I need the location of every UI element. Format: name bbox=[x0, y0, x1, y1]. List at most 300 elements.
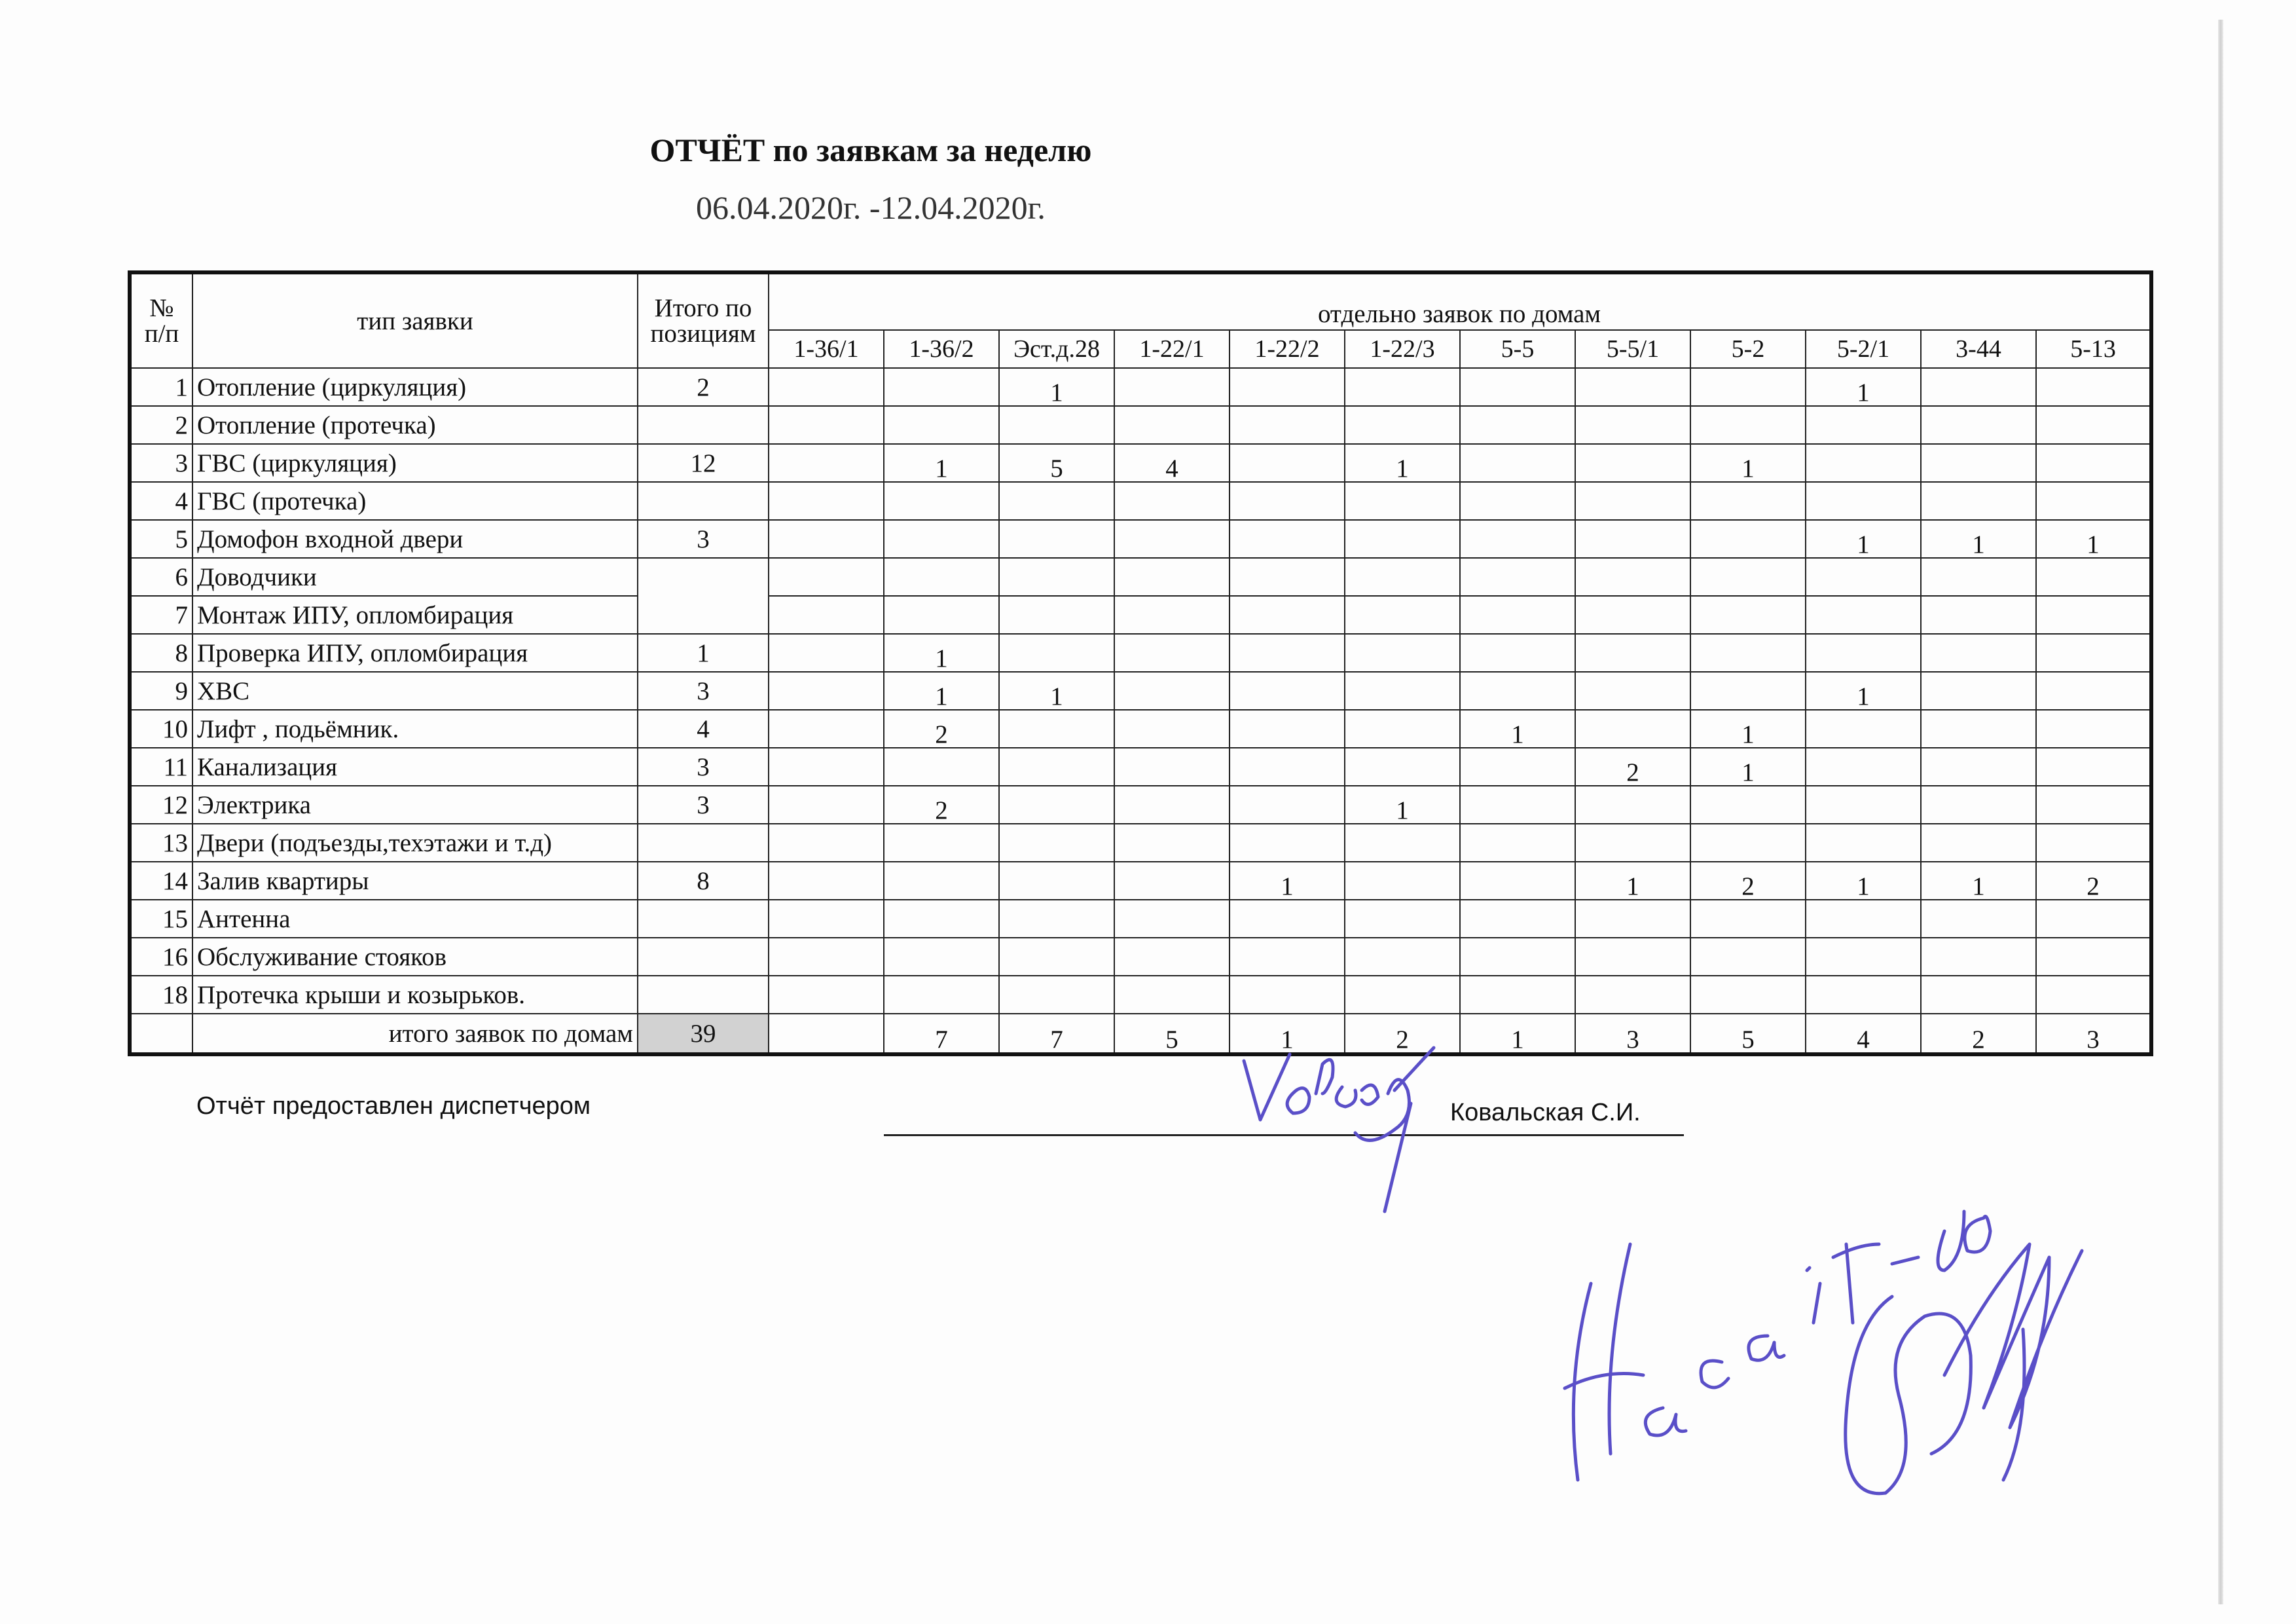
row-total bbox=[638, 406, 769, 444]
house-count-cell bbox=[999, 900, 1114, 938]
house-count-cell bbox=[2036, 368, 2151, 406]
house-count-cell bbox=[884, 368, 999, 406]
house-count-cell bbox=[769, 634, 884, 672]
house-count-cell bbox=[999, 406, 1114, 444]
house-count-cell bbox=[1345, 748, 1460, 786]
table-row bbox=[130, 520, 2151, 558]
house-count-cell bbox=[769, 710, 884, 748]
summary-house-total: 3 bbox=[2036, 1014, 2151, 1054]
house-count-cell bbox=[1921, 444, 2036, 482]
house-count-cell bbox=[1230, 596, 1345, 634]
house-count-cell bbox=[1230, 900, 1345, 938]
house-count-cell bbox=[1575, 444, 1690, 482]
house-count-cell bbox=[999, 748, 1114, 786]
house-count-cell bbox=[1690, 938, 1806, 976]
house-count-cell bbox=[999, 824, 1114, 862]
house-count-cell bbox=[1114, 520, 1230, 558]
table-row bbox=[130, 976, 2151, 1014]
request-type: Отопление (протечка) bbox=[192, 406, 638, 444]
row-total: 3 bbox=[638, 672, 769, 710]
house-count-cell bbox=[1460, 482, 1575, 520]
house-count-cell bbox=[1575, 900, 1690, 938]
row-number: 9 bbox=[130, 672, 192, 710]
house-count-cell bbox=[1345, 558, 1460, 596]
house-count-cell bbox=[1690, 900, 1806, 938]
row-number: 6 bbox=[130, 558, 192, 596]
table-row bbox=[130, 748, 2151, 786]
house-count-cell bbox=[1460, 406, 1575, 444]
house-count-cell bbox=[1806, 596, 1921, 634]
house-count-cell bbox=[2036, 976, 2151, 1014]
house-count-cell bbox=[1806, 634, 1921, 672]
house-count-cell bbox=[1460, 672, 1575, 710]
house-count-cell bbox=[1921, 824, 2036, 862]
house-header: 5-5/1 bbox=[1575, 330, 1690, 368]
house-count-cell bbox=[1806, 824, 1921, 862]
house-count-cell bbox=[2036, 748, 2151, 786]
summary-house-total: 5 bbox=[1690, 1014, 1806, 1054]
summary-house-total: 7 bbox=[999, 1014, 1114, 1054]
house-count-cell bbox=[1575, 976, 1690, 1014]
house-count-cell bbox=[2036, 596, 2151, 634]
row-total bbox=[638, 558, 769, 634]
house-count-cell bbox=[1575, 558, 1690, 596]
house-count-cell bbox=[769, 824, 884, 862]
house-count-cell bbox=[1921, 710, 2036, 748]
house-count-cell bbox=[884, 824, 999, 862]
scan-page-edge bbox=[2218, 20, 2223, 1604]
house-count-cell: 1 bbox=[1690, 444, 1806, 482]
house-count-cell bbox=[1230, 634, 1345, 672]
house-count-cell: 1 bbox=[1690, 748, 1806, 786]
house-count-cell bbox=[1690, 976, 1806, 1014]
table-row bbox=[130, 672, 2151, 710]
request-type: ГВС (протечка) bbox=[192, 482, 638, 520]
house-count-cell: 5 bbox=[999, 444, 1114, 482]
house-count-cell bbox=[1806, 748, 1921, 786]
house-count-cell bbox=[1114, 482, 1230, 520]
house-count-cell bbox=[1114, 596, 1230, 634]
house-count-cell bbox=[1114, 558, 1230, 596]
house-count-cell: 1 bbox=[1806, 368, 1921, 406]
house-count-cell bbox=[1230, 406, 1345, 444]
house-count-cell bbox=[1460, 634, 1575, 672]
table-row bbox=[130, 824, 2151, 862]
house-count-cell bbox=[1806, 558, 1921, 596]
house-count-cell: 2 bbox=[1575, 748, 1690, 786]
house-count-cell bbox=[769, 786, 884, 824]
house-count-cell: 1 bbox=[1921, 862, 2036, 900]
house-count-cell: 1 bbox=[1806, 862, 1921, 900]
house-count-cell bbox=[769, 862, 884, 900]
row-number: 2 bbox=[130, 406, 192, 444]
house-count-cell bbox=[769, 520, 884, 558]
summary-house-total: 3 bbox=[1575, 1014, 1690, 1054]
house-count-cell bbox=[1575, 368, 1690, 406]
house-count-cell bbox=[1345, 900, 1460, 938]
request-type: ГВС (циркуляция) bbox=[192, 444, 638, 482]
dispatcher-name: Ковальская С.И. bbox=[1450, 1099, 1641, 1126]
request-type: Лифт , подьёмник. bbox=[192, 710, 638, 748]
house-count-cell bbox=[2036, 900, 2151, 938]
house-header: 1-36/2 bbox=[884, 330, 999, 368]
house-header: Эст.д.28 bbox=[999, 330, 1114, 368]
row-number: 13 bbox=[130, 824, 192, 862]
row-total: 4 bbox=[638, 710, 769, 748]
house-count-cell bbox=[1690, 520, 1806, 558]
handwritten-resolution bbox=[1525, 1113, 2102, 1572]
row-number: 8 bbox=[130, 634, 192, 672]
house-count-cell bbox=[2036, 482, 2151, 520]
house-count-cell bbox=[1345, 862, 1460, 900]
row-total bbox=[638, 938, 769, 976]
house-count-cell bbox=[884, 976, 999, 1014]
house-count-cell bbox=[1921, 482, 2036, 520]
house-count-cell bbox=[1460, 938, 1575, 976]
house-count-cell bbox=[884, 900, 999, 938]
house-count-cell bbox=[1690, 672, 1806, 710]
table-row bbox=[130, 900, 2151, 938]
house-count-cell bbox=[2036, 444, 2151, 482]
house-count-cell bbox=[2036, 786, 2151, 824]
house-count-cell bbox=[884, 596, 999, 634]
house-count-cell bbox=[1806, 406, 1921, 444]
house-count-cell bbox=[1230, 710, 1345, 748]
house-count-cell: 1 bbox=[1575, 862, 1690, 900]
house-count-cell bbox=[1575, 482, 1690, 520]
house-count-cell bbox=[1345, 482, 1460, 520]
house-count-cell bbox=[1806, 900, 1921, 938]
house-count-cell bbox=[1575, 786, 1690, 824]
house-count-cell bbox=[1921, 634, 2036, 672]
house-count-cell bbox=[2036, 406, 2151, 444]
house-count-cell bbox=[1921, 406, 2036, 444]
house-count-cell bbox=[1230, 368, 1345, 406]
house-count-cell bbox=[1575, 634, 1690, 672]
table-row bbox=[130, 482, 2151, 520]
house-count-cell bbox=[1575, 938, 1690, 976]
house-count-cell bbox=[769, 748, 884, 786]
house-count-cell bbox=[1460, 976, 1575, 1014]
request-type: Проверка ИПУ, опломбирация bbox=[192, 634, 638, 672]
summary-house-total: 2 bbox=[1921, 1014, 2036, 1054]
house-count-cell bbox=[999, 786, 1114, 824]
house-count-cell bbox=[999, 558, 1114, 596]
row-number: 5 bbox=[130, 520, 192, 558]
row-number: 18 bbox=[130, 976, 192, 1014]
house-count-cell bbox=[2036, 710, 2151, 748]
house-count-cell bbox=[999, 938, 1114, 976]
house-count-cell: 1 bbox=[884, 444, 999, 482]
house-count-cell bbox=[2036, 558, 2151, 596]
house-count-cell bbox=[1230, 786, 1345, 824]
house-count-cell bbox=[769, 444, 884, 482]
house-count-cell bbox=[1921, 368, 2036, 406]
col-number-header: № п/п bbox=[130, 272, 192, 368]
house-count-cell bbox=[1806, 444, 1921, 482]
house-count-cell bbox=[1114, 862, 1230, 900]
house-count-cell bbox=[999, 862, 1114, 900]
house-count-cell bbox=[1460, 824, 1575, 862]
house-count-cell bbox=[1690, 634, 1806, 672]
house-header: 5-5 bbox=[1460, 330, 1575, 368]
house-count-cell bbox=[1230, 672, 1345, 710]
report-period: 06.04.2020г. -12.04.2020г. bbox=[696, 189, 1046, 226]
row-number: 10 bbox=[130, 710, 192, 748]
summary-label: итого заявок по домам bbox=[192, 1014, 638, 1054]
request-type: Обслуживание стояков bbox=[192, 938, 638, 976]
house-header: 5-2/1 bbox=[1806, 330, 1921, 368]
house-header: 5-13 bbox=[2036, 330, 2151, 368]
house-count-cell bbox=[999, 596, 1114, 634]
row-number: 15 bbox=[130, 900, 192, 938]
house-count-cell bbox=[1345, 596, 1460, 634]
request-type: ХВС bbox=[192, 672, 638, 710]
house-count-cell bbox=[769, 938, 884, 976]
house-count-cell bbox=[769, 976, 884, 1014]
house-count-cell bbox=[1460, 558, 1575, 596]
table-row bbox=[130, 406, 2151, 444]
summary-house-total: 7 bbox=[884, 1014, 999, 1054]
house-count-cell bbox=[1806, 786, 1921, 824]
request-type: Залив квартиры bbox=[192, 862, 638, 900]
house-count-cell: 2 bbox=[2036, 862, 2151, 900]
request-type: Канализация bbox=[192, 748, 638, 786]
summary-house-total: 1 bbox=[1230, 1014, 1345, 1054]
house-count-cell bbox=[1114, 672, 1230, 710]
houses-group-header: отдельно заявок по домам bbox=[769, 272, 2151, 330]
house-count-cell: 1 bbox=[884, 634, 999, 672]
house-count-cell bbox=[884, 482, 999, 520]
house-count-cell: 1 bbox=[2036, 520, 2151, 558]
house-count-cell bbox=[999, 710, 1114, 748]
house-count-cell bbox=[1114, 786, 1230, 824]
report-title: ОТЧЁТ по заявкам за неделю bbox=[649, 132, 1092, 168]
house-count-cell bbox=[769, 900, 884, 938]
house-count-cell bbox=[884, 938, 999, 976]
row-total: 12 bbox=[638, 444, 769, 482]
row-number: 7 bbox=[130, 596, 192, 634]
house-count-cell bbox=[1921, 938, 2036, 976]
house-count-cell: 1 bbox=[999, 672, 1114, 710]
house-count-cell bbox=[884, 558, 999, 596]
house-count-cell bbox=[1114, 824, 1230, 862]
house-count-cell bbox=[1690, 558, 1806, 596]
house-count-cell bbox=[1114, 368, 1230, 406]
summary-house-total bbox=[769, 1014, 884, 1054]
house-count-cell bbox=[769, 596, 884, 634]
house-count-cell bbox=[2036, 938, 2151, 976]
row-total bbox=[638, 824, 769, 862]
house-count-cell bbox=[884, 862, 999, 900]
house-count-cell bbox=[1230, 976, 1345, 1014]
house-header: 5-2 bbox=[1690, 330, 1806, 368]
house-count-cell: 1 bbox=[1690, 710, 1806, 748]
table-row bbox=[130, 938, 2151, 976]
row-total: 3 bbox=[638, 748, 769, 786]
row-total: 2 bbox=[638, 368, 769, 406]
house-count-cell bbox=[1230, 824, 1345, 862]
house-header: 1-36/1 bbox=[769, 330, 884, 368]
request-type: Отопление (циркуляция) bbox=[192, 368, 638, 406]
col-total-header: Итого по позициям bbox=[638, 272, 769, 368]
house-count-cell bbox=[1460, 444, 1575, 482]
house-count-cell bbox=[1114, 710, 1230, 748]
house-count-cell bbox=[1114, 976, 1230, 1014]
house-count-cell bbox=[1575, 596, 1690, 634]
house-count-cell: 1 bbox=[1921, 520, 2036, 558]
house-count-cell: 1 bbox=[1345, 786, 1460, 824]
table-row bbox=[130, 786, 2151, 824]
row-total bbox=[638, 976, 769, 1014]
row-total: 3 bbox=[638, 520, 769, 558]
house-count-cell bbox=[1345, 824, 1460, 862]
row-number: 11 bbox=[130, 748, 192, 786]
house-count-cell bbox=[1230, 748, 1345, 786]
summary-row bbox=[130, 1014, 2151, 1054]
summary-number-cell bbox=[130, 1014, 192, 1054]
row-number: 3 bbox=[130, 444, 192, 482]
house-count-cell bbox=[1345, 634, 1460, 672]
summary-house-total: 1 bbox=[1460, 1014, 1575, 1054]
house-count-cell: 1 bbox=[884, 672, 999, 710]
table-row bbox=[130, 862, 2151, 900]
house-count-cell bbox=[1114, 634, 1230, 672]
house-count-cell bbox=[769, 672, 884, 710]
house-count-cell bbox=[1230, 558, 1345, 596]
house-count-cell bbox=[1921, 976, 2036, 1014]
house-count-cell bbox=[1921, 786, 2036, 824]
table-body bbox=[130, 368, 2151, 1054]
house-header: 1-22/2 bbox=[1230, 330, 1345, 368]
row-number: 4 bbox=[130, 482, 192, 520]
request-type: Двери (подъезды,техэтажи и т.д) bbox=[192, 824, 638, 862]
house-count-cell bbox=[1921, 558, 2036, 596]
house-count-cell bbox=[999, 482, 1114, 520]
request-type: Монтаж ИПУ, опломбирация bbox=[192, 596, 638, 634]
summary-house-total: 2 bbox=[1345, 1014, 1460, 1054]
house-header: 3-44 bbox=[1921, 330, 2036, 368]
row-total: 3 bbox=[638, 786, 769, 824]
house-count-cell bbox=[769, 482, 884, 520]
row-number: 16 bbox=[130, 938, 192, 976]
house-count-cell bbox=[2036, 634, 2151, 672]
house-count-cell bbox=[1460, 368, 1575, 406]
house-count-cell bbox=[1114, 406, 1230, 444]
request-type: Протечка крыши и козырьков. bbox=[192, 976, 638, 1014]
table-row bbox=[130, 368, 2151, 406]
house-count-cell bbox=[1575, 672, 1690, 710]
house-count-cell bbox=[999, 976, 1114, 1014]
house-count-cell bbox=[1345, 406, 1460, 444]
house-count-cell: 1 bbox=[999, 368, 1114, 406]
summary-grand-total: 39 bbox=[638, 1014, 769, 1054]
house-count-cell: 4 bbox=[1114, 444, 1230, 482]
row-total: 8 bbox=[638, 862, 769, 900]
house-count-cell bbox=[1806, 976, 1921, 1014]
house-count-cell bbox=[1114, 938, 1230, 976]
house-count-cell bbox=[884, 748, 999, 786]
house-count-cell bbox=[1460, 596, 1575, 634]
house-count-cell bbox=[1230, 520, 1345, 558]
house-count-cell bbox=[1460, 900, 1575, 938]
house-count-cell bbox=[1230, 482, 1345, 520]
house-count-cell bbox=[1806, 938, 1921, 976]
house-count-cell: 2 bbox=[1690, 862, 1806, 900]
house-count-cell bbox=[1114, 900, 1230, 938]
house-count-cell bbox=[1921, 900, 2036, 938]
house-count-cell bbox=[1690, 824, 1806, 862]
row-total: 1 bbox=[638, 634, 769, 672]
house-count-cell bbox=[1690, 786, 1806, 824]
house-count-cell bbox=[999, 634, 1114, 672]
house-count-cell bbox=[1460, 748, 1575, 786]
house-count-cell bbox=[1690, 596, 1806, 634]
house-count-cell bbox=[1921, 672, 2036, 710]
report-table bbox=[128, 270, 2153, 1056]
request-type: Электрика bbox=[192, 786, 638, 824]
request-type: Доводчики bbox=[192, 558, 638, 596]
house-count-cell bbox=[1345, 710, 1460, 748]
table-row bbox=[130, 558, 2151, 596]
row-total bbox=[638, 482, 769, 520]
house-count-cell bbox=[999, 520, 1114, 558]
house-count-cell bbox=[1806, 482, 1921, 520]
house-count-cell: 1 bbox=[1806, 672, 1921, 710]
house-count-cell bbox=[1575, 520, 1690, 558]
house-count-cell bbox=[1690, 368, 1806, 406]
house-count-cell: 2 bbox=[884, 710, 999, 748]
dispatcher-signature bbox=[1231, 1041, 1506, 1238]
house-count-cell bbox=[769, 406, 884, 444]
house-count-cell bbox=[1690, 406, 1806, 444]
house-count-cell bbox=[1345, 520, 1460, 558]
house-count-cell bbox=[2036, 672, 2151, 710]
row-total bbox=[638, 900, 769, 938]
row-number: 12 bbox=[130, 786, 192, 824]
house-count-cell bbox=[1230, 444, 1345, 482]
house-count-cell bbox=[1460, 862, 1575, 900]
house-header: 1-22/1 bbox=[1114, 330, 1230, 368]
summary-house-total: 5 bbox=[1114, 1014, 1230, 1054]
house-count-cell bbox=[1575, 824, 1690, 862]
house-count-cell bbox=[1806, 710, 1921, 748]
row-number: 14 bbox=[130, 862, 192, 900]
house-count-cell bbox=[1114, 748, 1230, 786]
house-count-cell: 1 bbox=[1460, 710, 1575, 748]
house-count-cell bbox=[1345, 672, 1460, 710]
house-count-cell bbox=[1345, 938, 1460, 976]
house-header: 1-22/3 bbox=[1345, 330, 1460, 368]
dispatcher-label: Отчёт предоставлен диспетчером bbox=[196, 1092, 591, 1120]
table-row bbox=[130, 444, 2151, 482]
request-type: Антенна bbox=[192, 900, 638, 938]
table-row bbox=[130, 710, 2151, 748]
house-count-cell bbox=[1345, 976, 1460, 1014]
house-count-cell: 1 bbox=[1345, 444, 1460, 482]
house-count-cell bbox=[1921, 748, 2036, 786]
table-row bbox=[130, 634, 2151, 672]
house-count-cell bbox=[769, 558, 884, 596]
house-count-cell bbox=[1690, 482, 1806, 520]
house-count-cell bbox=[884, 520, 999, 558]
house-count-cell bbox=[1575, 710, 1690, 748]
col-type-header: тип заявки bbox=[192, 272, 638, 368]
row-number: 1 bbox=[130, 368, 192, 406]
house-count-cell bbox=[769, 368, 884, 406]
house-count-cell bbox=[1460, 520, 1575, 558]
house-count-cell: 2 bbox=[884, 786, 999, 824]
